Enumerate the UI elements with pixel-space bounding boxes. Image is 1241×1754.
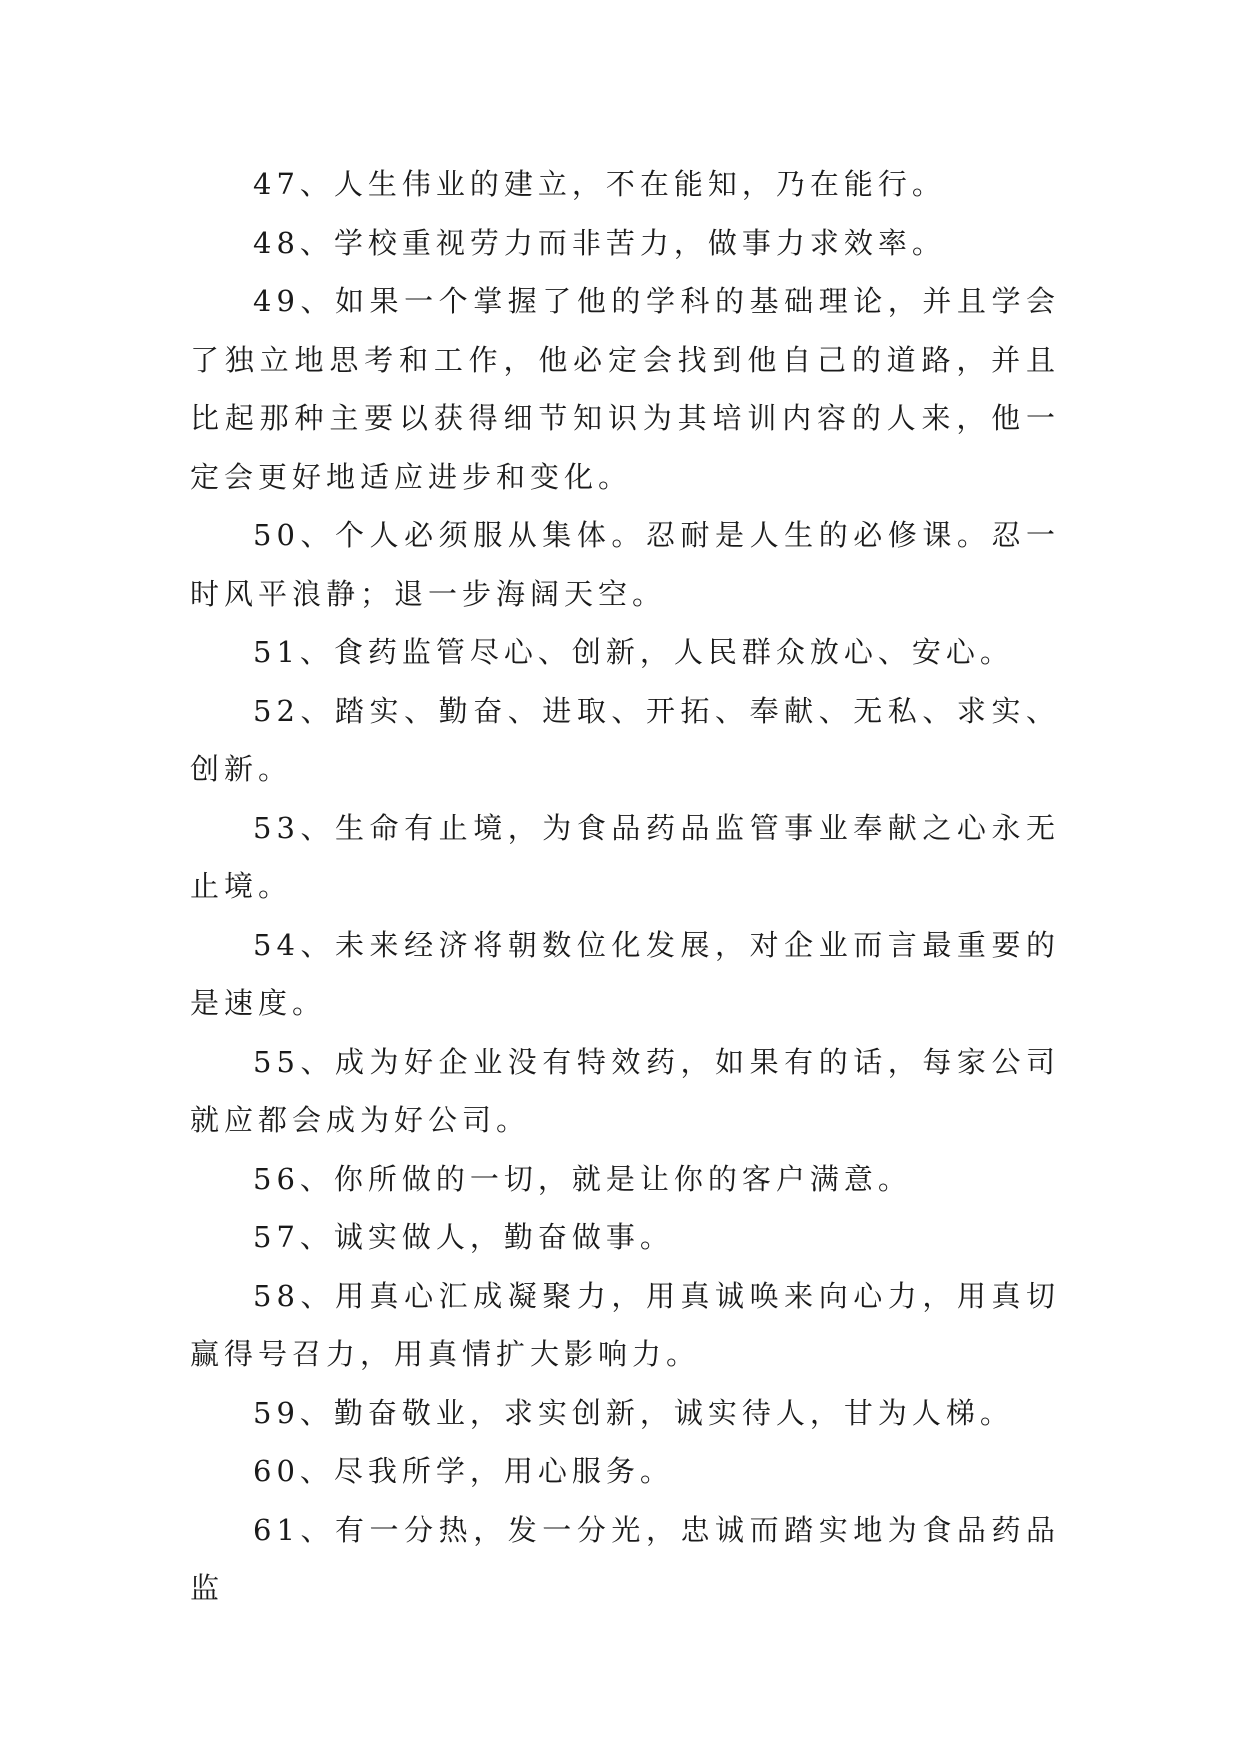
paragraph-56: 56、你所做的一切，就是让你的客户满意。 xyxy=(253,1161,912,1196)
paragraph-47: 47、人生伟业的建立，不在能知，乃在能行。 xyxy=(253,167,946,201)
paragraph-61: 61、有一分热，发一分光，忠诚而踏实地为食品药品监 xyxy=(190,1512,1060,1605)
paragraph-51: 51、食药监管尽心、创新，人民群众放心、安心。 xyxy=(253,635,1014,669)
paragraph-50: 50、个人必须服从集体。忍耐是人生的必修课。忍一时风平浪静；退一步海阔天空。 xyxy=(190,518,1060,611)
paragraph-48: 48、学校重视劳力而非苦力，做事力求效率。 xyxy=(253,225,946,260)
document-body xyxy=(190,155,1060,1618)
paragraph-54: 54、未来经济将朝数位化发展，对企业而言最重要的是速度。 xyxy=(190,927,1060,1020)
paragraph-60: 60、尽我所学，用心服务。 xyxy=(253,1454,674,1488)
paragraph-53: 53、生命有止境，为食品药品监管事业奉献之心永无止境。 xyxy=(190,810,1060,903)
paragraph-55: 55、成为好企业没有特效药，如果有的话，每家公司就应都会成为好公司。 xyxy=(190,1044,1060,1137)
paragraph-57: 57、诚实做人，勤奋做事。 xyxy=(253,1220,674,1254)
paragraph-49: 49、如果一个掌握了他的学科的基础理论，并且学会了独立地思考和工作，他必定会找到他自己的道路，并且比起那种主要以获得细节知识为其培训内容的人来，他一定会更好地适应进步和变化。 xyxy=(190,284,1060,494)
paragraph-58: 58、用真心汇成凝聚力，用真诚唤来向心力，用真切赢得号召力，用真情扩大影响力。 xyxy=(190,1278,1060,1371)
paragraph-52: 52、踏实、勤奋、进取、开拓、奉献、无私、求实、创新。 xyxy=(190,693,1060,786)
paragraph-59: 59、勤奋敬业，求实创新，诚实待人，甘为人梯。 xyxy=(253,1395,1014,1430)
